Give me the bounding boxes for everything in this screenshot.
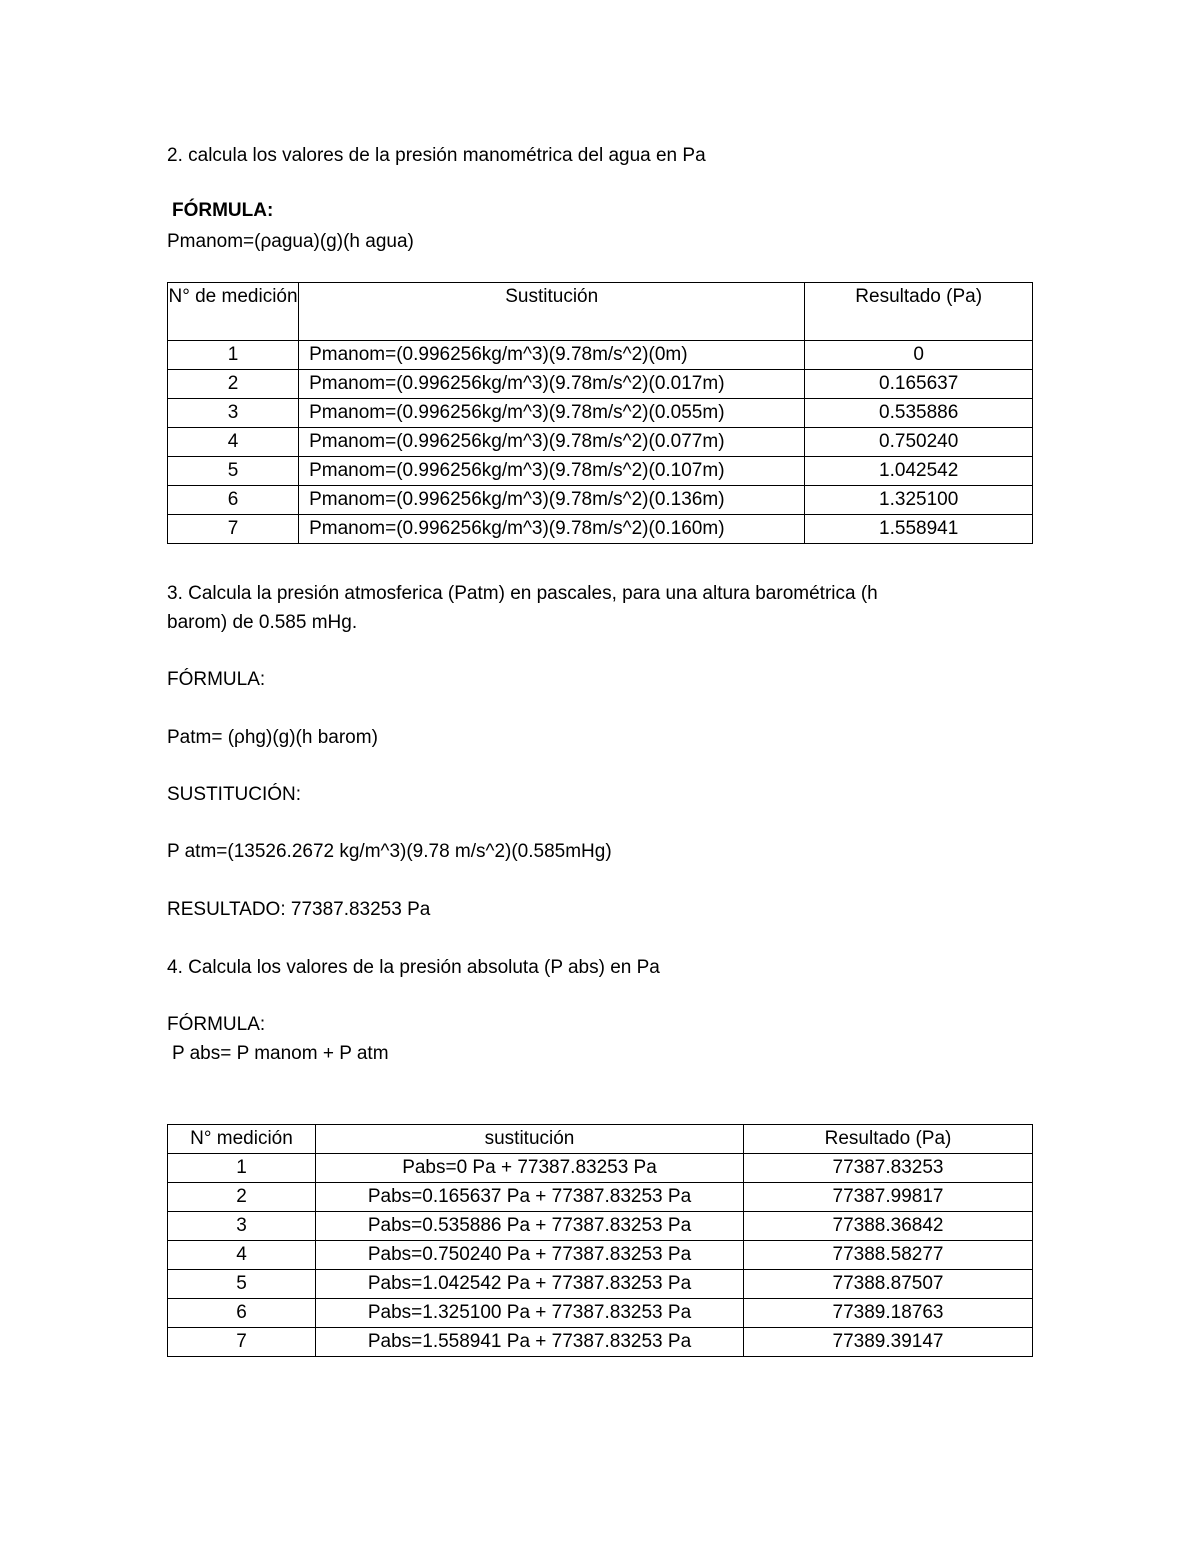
measurement-number: 6 bbox=[168, 1299, 316, 1328]
substitution-cell: Pabs=0.750240 Pa + 77387.83253 Pa bbox=[316, 1241, 744, 1270]
section4-heading: 4. Calcula los valores de la presión absoluta (P abs) en Pa bbox=[167, 957, 660, 978]
section3-heading-line1: 3. Calcula la presión atmosferica (Patm) en pascales, para una altura barométrica (h bbox=[167, 583, 878, 604]
table-row bbox=[168, 515, 1033, 544]
header-result: Resultado (Pa) bbox=[805, 283, 1033, 341]
table-row bbox=[168, 341, 1033, 370]
result-cell: 77387.83253 bbox=[744, 1154, 1033, 1183]
substitution-cell: Pmanom=(0.996256kg/m^3)(9.78m/s^2)(0.107m) bbox=[299, 457, 805, 486]
measurement-number: 1 bbox=[168, 341, 299, 370]
result-cell: 0.165637 bbox=[805, 370, 1033, 399]
measurement-number: 7 bbox=[168, 515, 299, 544]
table-row bbox=[168, 1183, 1033, 1212]
measurement-number: 2 bbox=[168, 370, 299, 399]
measurement-number: 4 bbox=[168, 428, 299, 457]
substitution-cell: Pmanom=(0.996256kg/m^3)(9.78m/s^2)(0.055m) bbox=[299, 399, 805, 428]
section2-heading: 2. calcula los valores de la presión manométrica del agua en Pa bbox=[167, 145, 706, 166]
table-row bbox=[168, 1299, 1033, 1328]
table-row bbox=[168, 1212, 1033, 1241]
table-header-row bbox=[168, 1125, 1033, 1154]
substitution-cell: Pmanom=(0.996256kg/m^3)(9.78m/s^2)(0m) bbox=[299, 341, 805, 370]
section3-substitution: P atm=(13526.2672 kg/m^3)(9.78 m/s^2)(0.585mHg) bbox=[167, 841, 612, 862]
section3-formula-label: FÓRMULA: bbox=[167, 669, 266, 690]
substitution-cell: Pabs=0 Pa + 77387.83253 Pa bbox=[316, 1154, 744, 1183]
header-substitution: Sustitución bbox=[299, 283, 805, 341]
table-row bbox=[168, 486, 1033, 515]
result-cell: 77389.18763 bbox=[744, 1299, 1033, 1328]
measurement-number: 5 bbox=[168, 1270, 316, 1299]
result-cell: 77388.58277 bbox=[744, 1241, 1033, 1270]
section3-formula: Patm= (ρhg)(g)(h barom) bbox=[167, 727, 378, 748]
substitution-cell: Pabs=1.558941 Pa + 77387.83253 Pa bbox=[316, 1328, 744, 1357]
measurement-number: 5 bbox=[168, 457, 299, 486]
manometric-pressure-table bbox=[167, 282, 1033, 544]
measurement-number: 7 bbox=[168, 1328, 316, 1357]
measurement-number: 6 bbox=[168, 486, 299, 515]
measurement-number: 1 bbox=[168, 1154, 316, 1183]
table-row bbox=[168, 1270, 1033, 1299]
substitution-cell: Pmanom=(0.996256kg/m^3)(9.78m/s^2)(0.077m) bbox=[299, 428, 805, 457]
result-cell: 0 bbox=[805, 341, 1033, 370]
result-cell: 1.558941 bbox=[805, 515, 1033, 544]
table-row bbox=[168, 399, 1033, 428]
result-cell: 0.750240 bbox=[805, 428, 1033, 457]
absolute-pressure-table bbox=[167, 1124, 1033, 1357]
substitution-cell: Pabs=1.042542 Pa + 77387.83253 Pa bbox=[316, 1270, 744, 1299]
table-row bbox=[168, 1328, 1033, 1357]
result-cell: 77389.39147 bbox=[744, 1328, 1033, 1357]
substitution-cell: Pabs=0.535886 Pa + 77387.83253 Pa bbox=[316, 1212, 744, 1241]
substitution-cell: Pabs=1.325100 Pa + 77387.83253 Pa bbox=[316, 1299, 744, 1328]
section4-formula-label: FÓRMULA: bbox=[167, 1014, 266, 1035]
result-cell: 77388.36842 bbox=[744, 1212, 1033, 1241]
substitution-cell: Pabs=0.165637 Pa + 77387.83253 Pa bbox=[316, 1183, 744, 1212]
header-substitution: sustitución bbox=[316, 1125, 744, 1154]
section3-result: RESULTADO: 77387.83253 Pa bbox=[167, 899, 431, 920]
header-result: Resultado (Pa) bbox=[744, 1125, 1033, 1154]
result-cell: 77388.87507 bbox=[744, 1270, 1033, 1299]
substitution-cell: Pmanom=(0.996256kg/m^3)(9.78m/s^2)(0.017m) bbox=[299, 370, 805, 399]
table-row bbox=[168, 457, 1033, 486]
section3-substitution-label: SUSTITUCIÓN: bbox=[167, 784, 302, 805]
table-header-row bbox=[168, 283, 1033, 341]
header-measurement: N° medición bbox=[168, 1125, 316, 1154]
section2-formula: Pmanom=(ρagua)(g)(h agua) bbox=[167, 231, 414, 252]
measurement-number: 4 bbox=[168, 1241, 316, 1270]
result-cell: 1.325100 bbox=[805, 486, 1033, 515]
header-measurement: N° de medición bbox=[168, 283, 299, 341]
measurement-number: 3 bbox=[168, 1212, 316, 1241]
measurement-number: 2 bbox=[168, 1183, 316, 1212]
measurement-number: 3 bbox=[168, 399, 299, 428]
section4-formula: P abs= P manom + P atm bbox=[172, 1043, 389, 1064]
result-cell: 1.042542 bbox=[805, 457, 1033, 486]
result-cell: 0.535886 bbox=[805, 399, 1033, 428]
table-row bbox=[168, 370, 1033, 399]
result-cell: 77387.99817 bbox=[744, 1183, 1033, 1212]
table-row bbox=[168, 1241, 1033, 1270]
table-row bbox=[168, 1154, 1033, 1183]
substitution-cell: Pmanom=(0.996256kg/m^3)(9.78m/s^2)(0.160m) bbox=[299, 515, 805, 544]
section2-formula-label: FÓRMULA: bbox=[172, 200, 274, 221]
substitution-cell: Pmanom=(0.996256kg/m^3)(9.78m/s^2)(0.136m) bbox=[299, 486, 805, 515]
table-row bbox=[168, 428, 1033, 457]
section3-heading-line2: barom) de 0.585 mHg. bbox=[167, 612, 358, 633]
